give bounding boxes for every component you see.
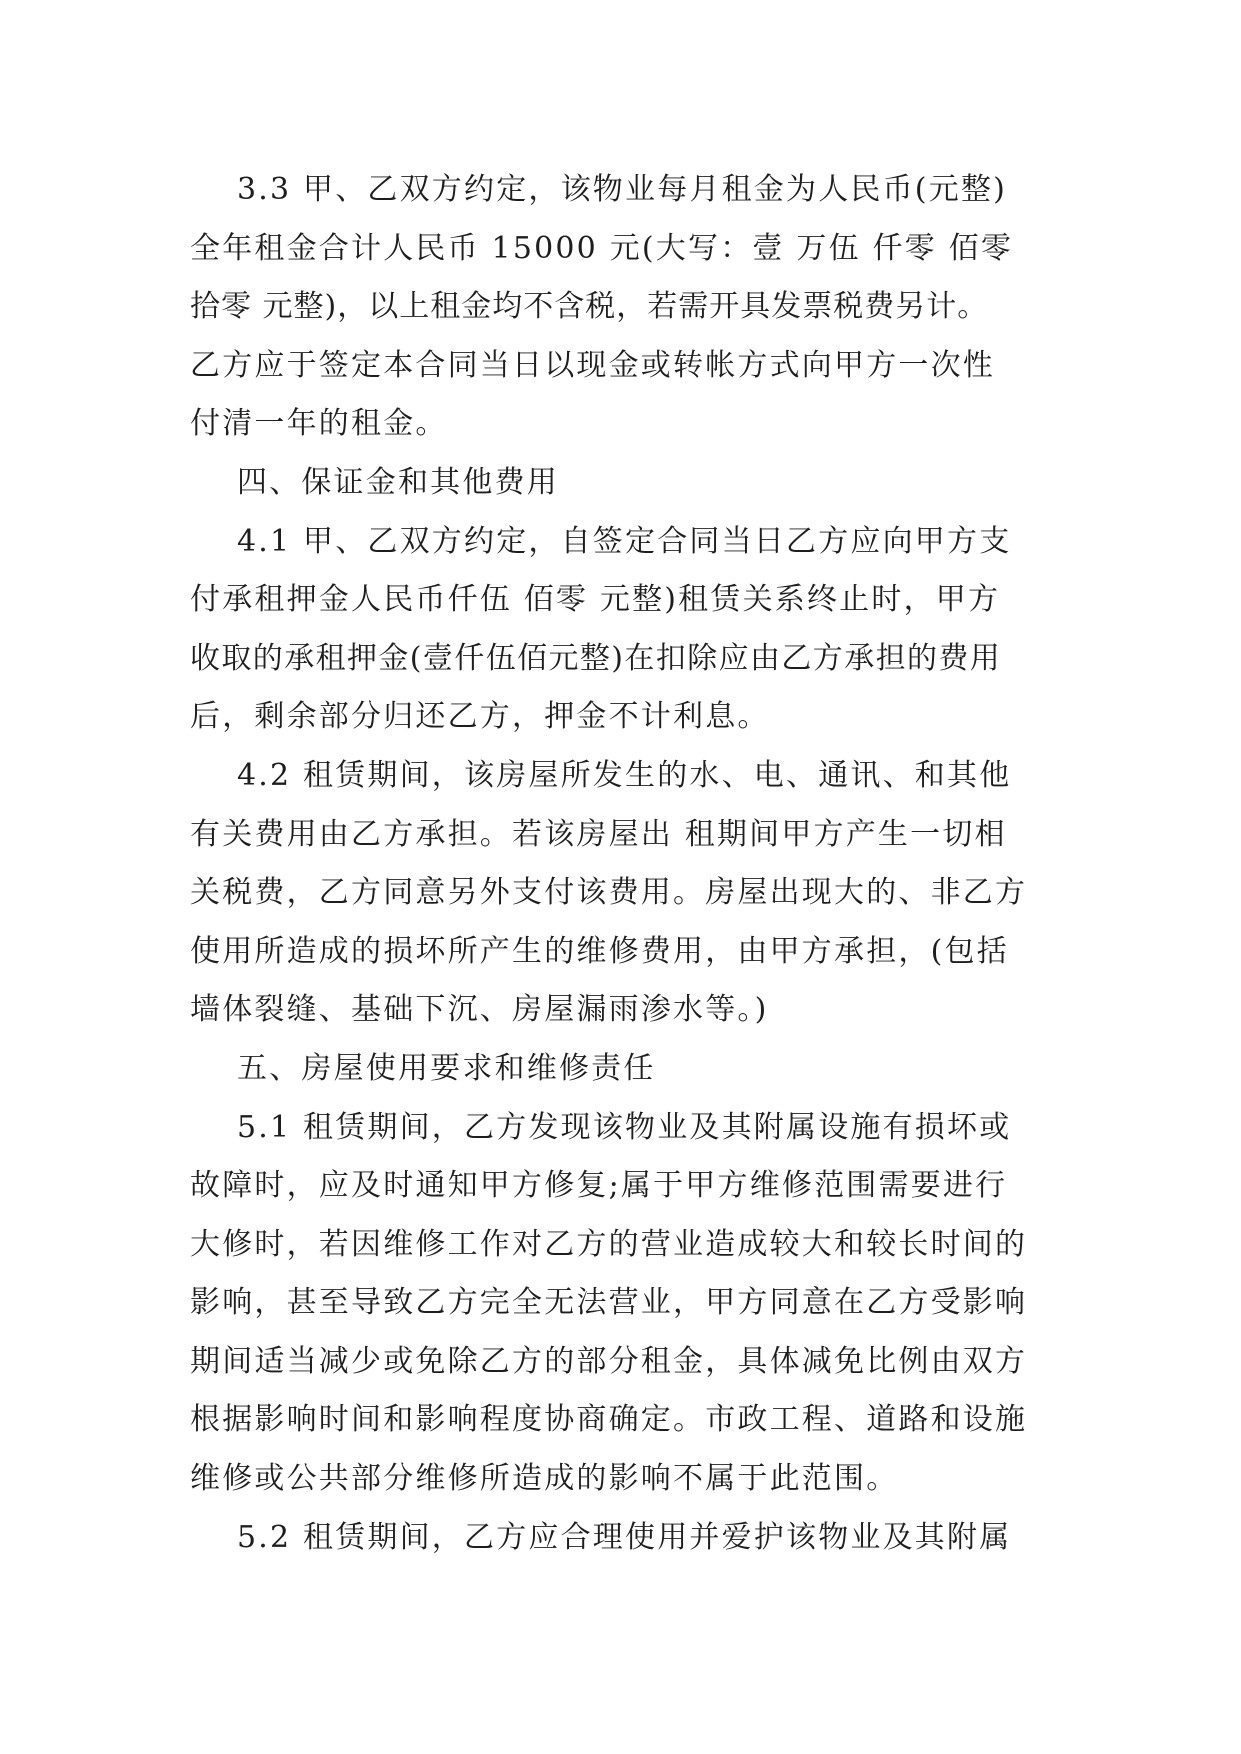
- section-heading: 四、保证金和其他费用: [190, 464, 559, 500]
- text-line: 关税费，乙方同意另外支付该费用。房屋出现大的、非乙方: [190, 875, 1028, 911]
- text-line: 有关费用由乙方承担。若该房屋出 租期间甲方产生一切相: [190, 816, 1007, 852]
- text-line: 5.2 租赁期间，乙方应合理使用并爱护该物业及其附属: [190, 1519, 1012, 1555]
- text-line: 收取的承租押金(壹仟伍佰元整)在扣除应由乙方承担的费用: [190, 640, 1002, 676]
- text-line: 3.3 甲、乙双方约定，该物业每月租金为人民币(元整): [190, 172, 1007, 207]
- text-line: 全年租金合计人民币 15000 元(大写：壹 万伍 仟零 佰零: [190, 230, 1014, 266]
- text-line: 影响，甚至导致乙方完全无法营业，甲方同意在乙方受影响: [190, 1285, 1028, 1321]
- section-heading: 五、房屋使用要求和维修责任: [190, 1050, 656, 1086]
- text-line: 4.1 甲、乙双方约定，自签定合同当日乙方应向甲方支: [190, 523, 1012, 559]
- text-line: 乙方应于签定本合同当日以现金或转帐方式向甲方一次性: [190, 347, 995, 383]
- text-line: 墙体裂缝、基础下沉、房屋漏雨渗水等。): [190, 992, 769, 1028]
- text-line: 5.1 租赁期间，乙方发现该物业及其附属设施有损坏或: [190, 1109, 1012, 1145]
- text-line: 根据影响时间和影响程度协商确定。市政工程、道路和设施: [190, 1402, 1028, 1438]
- text-line: 使用所造成的损坏所产生的维修费用，由甲方承担，(包括: [190, 933, 1009, 969]
- text-line: 付清一年的租金。: [190, 406, 448, 442]
- document-body: [190, 161, 1070, 1567]
- text-line: 4.2 租赁期间，该房屋所发生的水、电、通讯、和其他: [190, 757, 1012, 793]
- text-line: 付承租押金人民币仟伍 佰零 元整)租赁关系终止时，甲方: [190, 582, 1001, 618]
- text-line: 后，剩余部分归还乙方，押金不计利息。: [190, 699, 770, 735]
- text-line: 拾零 元整)，以上租金均不含税，若需开具发票税费另计。: [190, 289, 989, 325]
- text-line: 大修时，若因维修工作对乙方的营业造成较大和较长时间的: [190, 1226, 1028, 1262]
- text-line: 维修或公共部分维修所造成的影响不属于此范围。: [190, 1461, 899, 1497]
- text-line: 故障时，应及时通知甲方修复;属于甲方维修范围需要进行: [190, 1168, 1008, 1204]
- text-line: 期间适当减少或免除乙方的部分租金，具体减免比例由双方: [190, 1343, 1028, 1379]
